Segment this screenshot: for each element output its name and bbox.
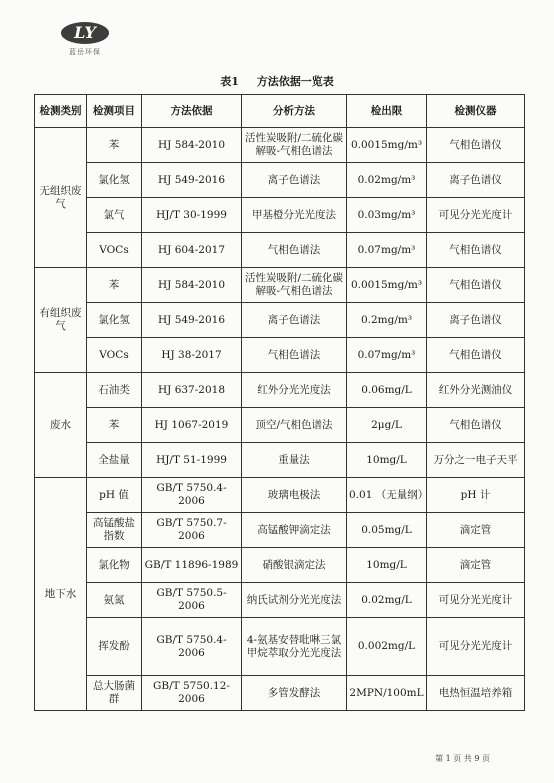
item-cell: 氯气: [87, 198, 142, 233]
limit-cell: 2μg/L: [347, 408, 427, 443]
standard-cell: HJ/T 30-1999: [142, 198, 242, 233]
instrument-cell: 滴定管: [427, 548, 525, 583]
standard-cell: HJ 584-2010: [142, 128, 242, 163]
header-category: 检测类别: [35, 95, 87, 128]
limit-cell: 0.01 （无量纲）: [347, 478, 427, 513]
table-row: [35, 513, 525, 548]
table-row: [35, 268, 525, 303]
item-cell: 全盐量: [87, 443, 142, 478]
standard-cell: GB/T 5750.7-2006: [142, 513, 242, 548]
table-caption-label: 表1: [220, 75, 239, 88]
table-row: [35, 548, 525, 583]
instrument-cell: 离子色谱仪: [427, 303, 525, 338]
item-cell: 氯化物: [87, 548, 142, 583]
instrument-cell: 离子色谱仪: [427, 163, 525, 198]
limit-cell: 0.0015mg/m³: [347, 268, 427, 303]
standard-cell: HJ 549-2016: [142, 163, 242, 198]
standard-cell: HJ 1067-2019: [142, 408, 242, 443]
limit-cell: 0.06mg/L: [347, 373, 427, 408]
header-detection-limit: 检出限: [347, 95, 427, 128]
limit-cell: 0.02mg/L: [347, 583, 427, 618]
table-caption-title: 方法依据一览表: [256, 75, 334, 88]
category-cell: 废水: [35, 373, 87, 478]
table-caption: [0, 73, 554, 89]
limit-cell: 0.03mg/m³: [347, 198, 427, 233]
method-cell: 重量法: [242, 443, 347, 478]
table-row: [35, 338, 525, 373]
method-cell: 顶空/气相色谱法: [242, 408, 347, 443]
category-cell: 无组织废气: [35, 128, 87, 268]
page-number: 第 1 页 共 9 页: [435, 754, 490, 763]
table-row: [35, 163, 525, 198]
limit-cell: 0.07mg/m³: [347, 338, 427, 373]
limit-cell: 0.0015mg/m³: [347, 128, 427, 163]
table-row: [35, 128, 525, 163]
instrument-cell: 可见分光光度计: [427, 198, 525, 233]
table-header-row: [35, 95, 525, 128]
table-row: [35, 198, 525, 233]
method-cell: 活性炭吸附/二硫化碳解吸-气相色谱法: [242, 268, 347, 303]
method-cell: 甲基橙分光光度法: [242, 198, 347, 233]
table-row: [35, 478, 525, 513]
method-cell: 多管发酵法: [242, 676, 347, 711]
instrument-cell: 气相色谱仪: [427, 233, 525, 268]
item-cell: 苯: [87, 268, 142, 303]
standard-cell: GB/T 5750.4-2006: [142, 618, 242, 676]
item-cell: 高锰酸盐指数: [87, 513, 142, 548]
method-cell: 红外分光光度法: [242, 373, 347, 408]
item-cell: 苯: [87, 128, 142, 163]
method-basis-table: [34, 94, 525, 711]
category-cell: 地下水: [35, 478, 87, 711]
company-name: 蓝岳环保: [69, 48, 101, 56]
item-cell: 氯化氢: [87, 303, 142, 338]
table-row: [35, 618, 525, 676]
method-cell: 纳氏试剂分光光度法: [242, 583, 347, 618]
standard-cell: GB/T 5750.4-2006: [142, 478, 242, 513]
item-cell: 氨氮: [87, 583, 142, 618]
header-item: 检测项目: [87, 95, 142, 128]
table-row: [35, 373, 525, 408]
header-instrument: 检测仪器: [427, 95, 525, 128]
instrument-cell: 红外分光测油仪: [427, 373, 525, 408]
method-cell: 离子色谱法: [242, 303, 347, 338]
category-cell: 有组织废气: [35, 268, 87, 373]
header-standard: 方法依据: [142, 95, 242, 128]
logo-mark-text: LY: [74, 23, 96, 42]
instrument-cell: 气相色谱仪: [427, 268, 525, 303]
method-cell: 玻璃电极法: [242, 478, 347, 513]
instrument-cell: 万分之一电子天平: [427, 443, 525, 478]
limit-cell: 0.02mg/m³: [347, 163, 427, 198]
company-logo: [54, 20, 116, 57]
item-cell: 挥发酚: [87, 618, 142, 676]
limit-cell: 0.05mg/L: [347, 513, 427, 548]
item-cell: 总大肠菌群: [87, 676, 142, 711]
method-cell: 气相色谱法: [242, 338, 347, 373]
limit-cell: 0.07mg/m³: [347, 233, 427, 268]
table-row: [35, 443, 525, 478]
method-cell: 离子色谱法: [242, 163, 347, 198]
logo-mark-icon: [59, 20, 111, 46]
limit-cell: 10mg/L: [347, 548, 427, 583]
item-cell: pH 值: [87, 478, 142, 513]
method-cell: 高锰酸钾滴定法: [242, 513, 347, 548]
standard-cell: GB/T 5750.12-2006: [142, 676, 242, 711]
header-method: 分析方法: [242, 95, 347, 128]
instrument-cell: 可见分光光度计: [427, 618, 525, 676]
standard-cell: HJ/T 51-1999: [142, 443, 242, 478]
table-row: [35, 676, 525, 711]
limit-cell: 10mg/L: [347, 443, 427, 478]
limit-cell: 0.2mg/m³: [347, 303, 427, 338]
item-cell: 石油类: [87, 373, 142, 408]
table-row: [35, 408, 525, 443]
standard-cell: HJ 637-2018: [142, 373, 242, 408]
item-cell: VOCs: [87, 233, 142, 268]
instrument-cell: 气相色谱仪: [427, 338, 525, 373]
standard-cell: HJ 584-2010: [142, 268, 242, 303]
instrument-cell: pH 计: [427, 478, 525, 513]
item-cell: 氯化氢: [87, 163, 142, 198]
item-cell: VOCs: [87, 338, 142, 373]
limit-cell: 2MPN/100mL: [347, 676, 427, 711]
instrument-cell: 滴定管: [427, 513, 525, 548]
instrument-cell: 电热恒温培养箱: [427, 676, 525, 711]
standard-cell: GB/T 5750.5-2006: [142, 583, 242, 618]
instrument-cell: 气相色谱仪: [427, 408, 525, 443]
method-cell: 气相色谱法: [242, 233, 347, 268]
table-row: [35, 583, 525, 618]
standard-cell: HJ 38-2017: [142, 338, 242, 373]
standard-cell: GB/T 11896-1989: [142, 548, 242, 583]
method-cell: 4-氨基安替吡啉三氯甲烷萃取分光光度法: [242, 618, 347, 676]
standard-cell: HJ 604-2017: [142, 233, 242, 268]
method-cell: 硝酸银滴定法: [242, 548, 347, 583]
item-cell: 苯: [87, 408, 142, 443]
limit-cell: 0.002mg/L: [347, 618, 427, 676]
instrument-cell: 可见分光光度计: [427, 583, 525, 618]
standard-cell: HJ 549-2016: [142, 303, 242, 338]
table-row: [35, 303, 525, 338]
table-row: [35, 233, 525, 268]
instrument-cell: 气相色谱仪: [427, 128, 525, 163]
method-cell: 活性炭吸附/二硫化碳解吸-气相色谱法: [242, 128, 347, 163]
